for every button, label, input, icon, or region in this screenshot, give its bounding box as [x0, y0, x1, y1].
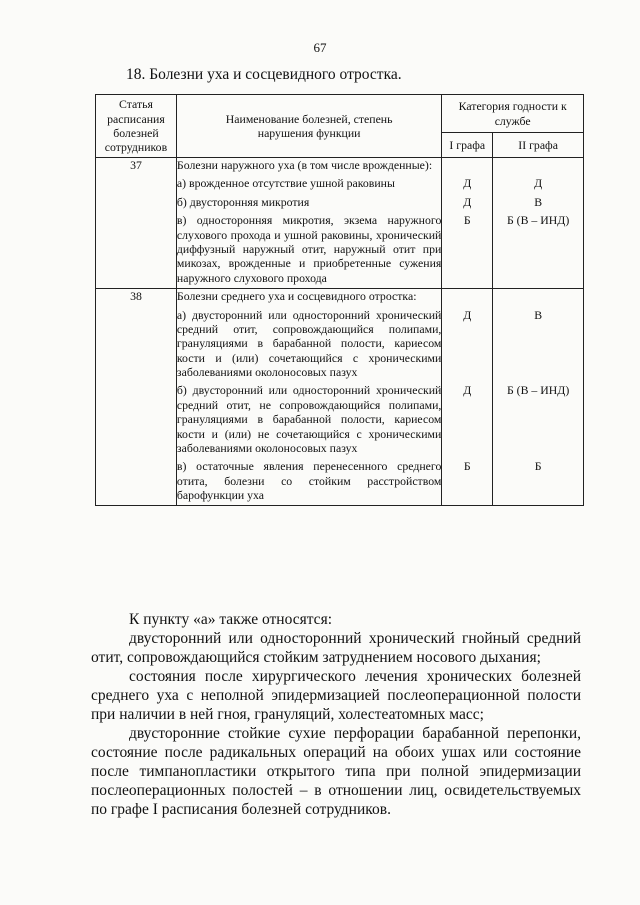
article-number-38: 38 — [96, 289, 177, 505]
note-paragraph: двусторонние стойкие сухие перфорации барабанной перепонки, состояние после радикальных операций на обоих ушах или состояние после тимпанопластики открытого типа при полной эпидермизации послеоперационных полостей – в отношении лиц, освидетельствуемых по графе I расписания болезней сотрудников. — [91, 725, 581, 818]
item-37-v-grade-2: Б (В – ИНД) — [493, 213, 584, 288]
notes-section — [91, 610, 581, 819]
note-paragraph: двусторонний или односторонний хронический гнойный средний отит, сопровождающийся стойким затруднением носового дыхания; — [91, 630, 581, 666]
section-title: 18. Болезни уха и сосцевидного отростка. — [126, 66, 402, 83]
item-37-a-grade-2: Д — [493, 176, 584, 194]
item-38-a-grade-1: Д — [442, 308, 493, 384]
header-category: Категория годности к службе — [442, 95, 584, 133]
item-38-b-grade-1: Д — [442, 383, 493, 459]
item-37-b-text: б) двусторонняя микротия — [176, 195, 441, 213]
item-37-v-text: в) односторонняя микротия, экзема наружного слухового прохода и ушной раковины, хронический диффузный наружный отит, наружный отит при микозах, врожденные и приобретенные сужения наружного слухового прохода — [176, 213, 441, 288]
note-paragraph: состояния после хирургического лечения хронических болезней среднего уха с неполной эпидермизацией послеоперационной полости при наличии в ней гноя, грануляций, холестеатомных масс; — [91, 668, 581, 723]
item-37-v-grade-1: Б — [442, 213, 493, 288]
item-37-b-grade-2: В — [493, 195, 584, 213]
item-38-b-text: б) двусторонний или односторонний хронический средний отит, не сопровождающийся полипами, грануляциями в барабанной полости, кариесом кости и (или) не сочетающийся с хроническими заболеваниями околоносовых пазух — [176, 383, 441, 459]
item-38-a-grade-2: В — [493, 308, 584, 384]
item-38-a-text: а) двусторонний или односторонний хронический средний отит, сопровождающийся полипами, грануляциями в барабанной полости, кариесом кости и (или) сочетающийся с хроническими заболеваниями околоносовых пазух — [176, 308, 441, 384]
header-grade-1: I графа — [442, 133, 493, 158]
article-38-title: Болезни среднего уха и сосцевидного отростка: — [176, 289, 441, 308]
item-38-v-grade-2: Б — [493, 459, 584, 505]
item-38-v-grade-1: Б — [442, 459, 493, 505]
header-article: Статья расписания болезней сотрудников — [96, 95, 177, 158]
article-37-title: Болезни наружного уха (в том числе врожденные): — [176, 158, 441, 177]
item-38-b-grade-2: Б (В – ИНД) — [493, 383, 584, 459]
notes-intro: К пункту «а» также относятся: — [129, 611, 332, 628]
page-number: 67 — [313, 40, 327, 55]
header-grade-2: II графа — [493, 133, 584, 158]
article-number-37: 37 — [96, 158, 177, 289]
header-disease-name: Наименование болезней, степень нарушения функции — [176, 95, 441, 158]
item-37-a-text: а) врожденное отсутствие ушной раковины — [176, 176, 441, 194]
item-38-v-text: в) остаточные явления перенесенного среднего отита, болезни со стойким расстройством барофункции уха — [176, 459, 441, 505]
item-37-b-grade-1: Д — [442, 195, 493, 213]
item-37-a-grade-1: Д — [442, 176, 493, 194]
disease-schedule-table — [95, 94, 584, 506]
